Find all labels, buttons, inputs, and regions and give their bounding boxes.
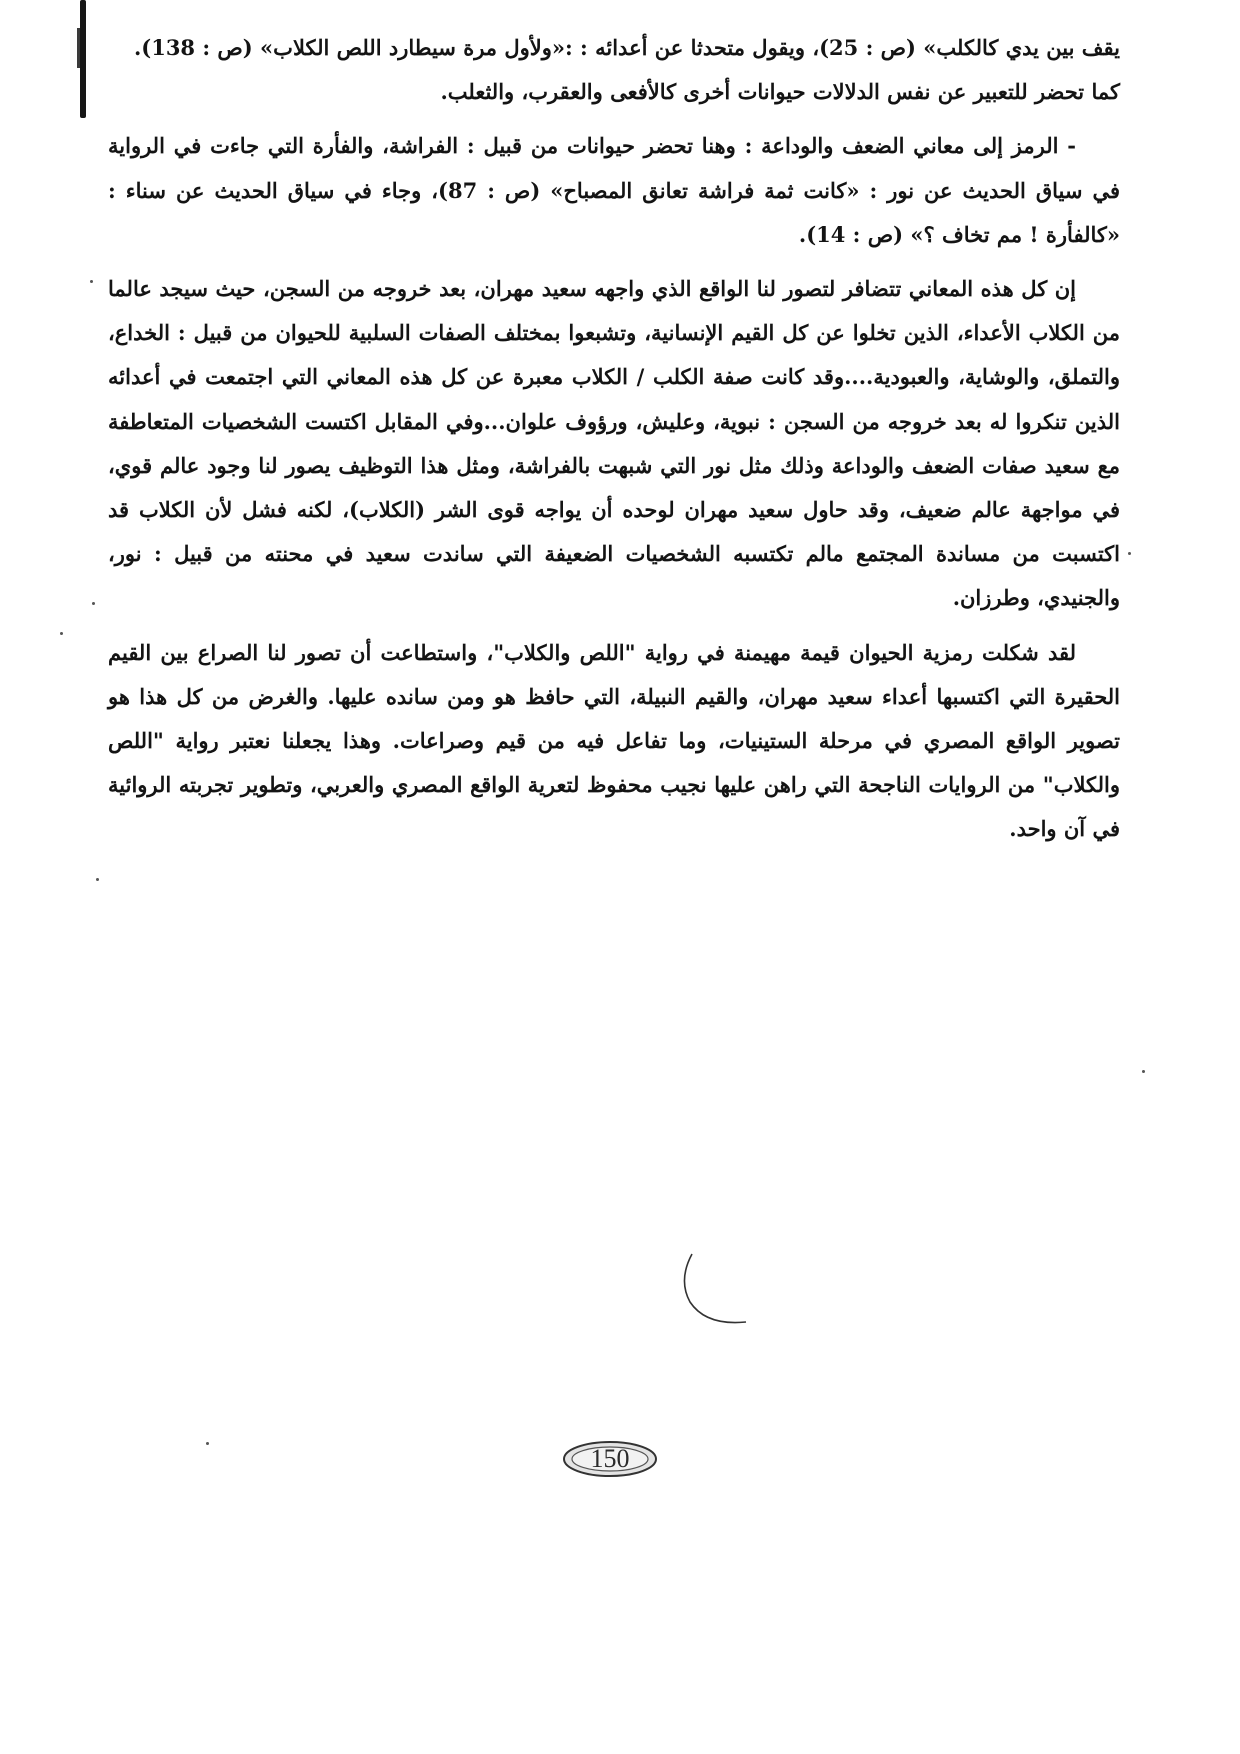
scan-speck (1128, 552, 1131, 555)
scan-binding-edge (80, 0, 86, 118)
scan-speck (1142, 1070, 1145, 1073)
paragraph-continuation (108, 26, 1120, 114)
paragraph-meanings (108, 267, 1120, 621)
scan-speck (96, 878, 99, 881)
page-number-badge (562, 1440, 658, 1478)
scan-binding-edge-shadow (77, 28, 80, 68)
pen-stroke-mark (680, 1250, 750, 1330)
scan-speck (92, 602, 95, 605)
paragraph-text: وهنا تحضر حيوانات من قبيل : الفراشة، والفأرة التي جاءت في الرواية في سياق الحديث عن نور : «كانت ثمة فراشة تعانق المصباح» (ص : 87)، وجاء في سياق الحديث عن سناء : «كالفأرة ! مم تخاف ؟» (ص : 14). (108, 133, 1120, 247)
paragraph-text: لقد شكلت رمزية الحيوان قيمة مهيمنة في رواية "اللص والكلاب"، واستطاعت أن تصور لنا الصراع بين القيم الحقيرة التي اكتسبها أعداء سعيد مهران، والقيم النبيلة، التي حافظ هو ومن سانده عليها. والغرض من كل هذا هو تصوير الواقع المصري في مرحلة الستينيات، وما تفاعل فيه من قيم وصراعات. وهذا يجعلنا نعتبر رواية "اللص والكلاب" من الروايات الناجحة التي راهن عليها نجيب محفوظ لتعرية الواقع المصري والعربي، وتطوير تجربته الروائية في آن واحد. (108, 639, 1120, 842)
continuation-line-2: كما تحضر للتعبير عن نفس الدلالات حيوانات أخرى كالأفعى والعقرب، والثعلب. (440, 79, 1120, 105)
paragraph-weakness-symbol (108, 124, 1120, 257)
body-text (108, 26, 1120, 852)
paragraph-text: إن كل هذه المعاني تتضافر لتصور لنا الواقع الذي واجهه سعيد مهران، بعد خروجه من السجن، حيث سيجد عالما من الكلاب الأعداء، الذين تخلوا عن كل القيم الإنسانية، وتشبعوا بمختلف الصفات السلبية للحيوان من قبيل : الخداع، والتملق، والوشاية، والعبودية....وقد كانت صفة الكلب / الكلاب معبرة عن كل هذه المعاني التي اجتمعت في أعدائه الذين تنكروا له بعد خروجه من السجن : نبوية، وعليش، ورؤوف علوان...وفي المقابل اكتست الشخصيات المتعاطفة مع سعيد صفات الضعف والوداعة وذلك مثل نور التي شبهت بالفراشة، ومثل هذا التوظيف يصور لنا وجود عالم قوي، في مواجهة عالم ضعيف، وقد حاول سعيد مهران لوحده أن يواجه قوى الشر (الكلاب)، لكنه فشل لأن الكلاب قد اكتسبت من مساندة المجتمع مالم تكتسبه الشخصيات الضعيفة التي ساندت سعيد في محنته من قبيل : نور، والجنيدي، وطرزان. (108, 276, 1120, 611)
paragraph-conclusion (108, 631, 1120, 852)
scan-speck (206, 1442, 209, 1445)
section-heading: - الرمز إلى معاني الضعف والوداعة : (744, 133, 1076, 159)
scan-speck (60, 632, 63, 635)
page-number: 150 (590, 1444, 630, 1473)
continuation-line-1: يقف بين يدي كالكلب» (ص : 25)، ويقول متحدثا عن أعدائه : :«ولأول مرة سيطارد اللص الكلاب» (ص : 138). (133, 35, 1120, 60)
scan-speck (90, 280, 93, 283)
